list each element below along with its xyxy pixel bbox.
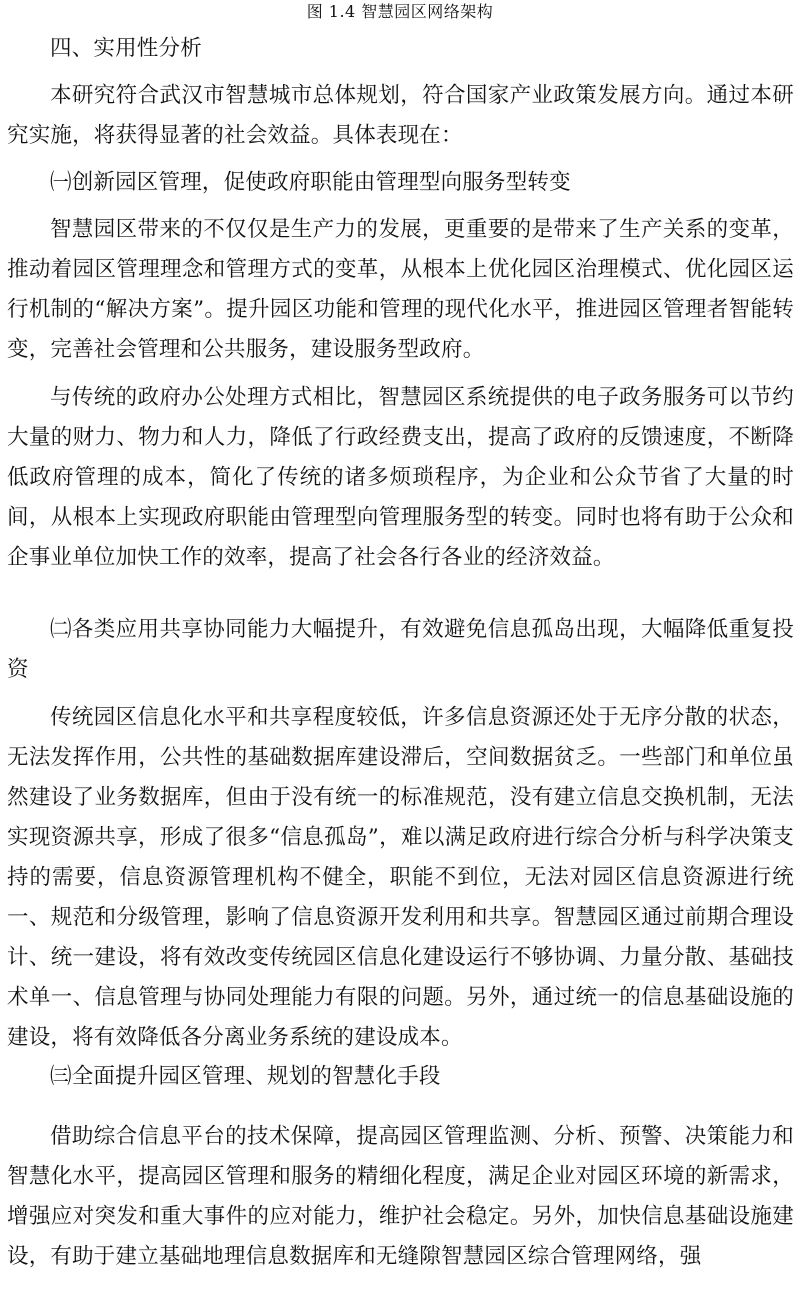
subsection-3-heading: ㈢全面提升园区管理、规划的智慧化手段 — [50, 1064, 441, 1089]
subsection-1-paragraph-2: 与传统的政府办公处理方式相比，智慧园区系统提供的电子政务服务可以节约大量的财力、物力和人力，降低了行政经费支出，提高了政府的反馈速度，不断降低政府管理的成本，简化了传统的诸多烦琐程序，为企业和公众节省了大量的时间，从根本上实现政府职能由管理型向管理服务型的转变。同时也将有助于公众和企事业单位加快工作的效率，提高了社会各行各业的经济效益。 — [7, 385, 794, 570]
section-heading: 四、实用性分析 — [50, 36, 202, 61]
subsection-1-paragraph-1: 智慧园区带来的不仅仅是生产力的发展，更重要的是带来了生产关系的变革，推动着园区管理理念和管理方式的变革，从根本上优化园区治理模式、优化园区运行机制的“解决方案”。提升园区功能和管理的现代化水平，推进园区管理者智能转变，完善社会管理和公共服务，建设服务型政府。 — [7, 217, 794, 362]
figure-caption: 图 1.4 智慧园区网络架构 — [306, 2, 494, 21]
subsection-2-paragraph-1: 传统园区信息化水平和共享程度较低，许多信息资源还处于无序分散的状态，无法发挥作用，公共性的基础数据库建设滞后，空间数据贫乏。一些部门和单位虽然建设了业务数据库，但由于没有统一的标准规范，没有建立信息交换机制，无法实现资源共享，形成了很多“信息孤岛”，难以满足政府进行综合分析与科学决策支持的需要，信息资源管理机构不健全，职能不到位，无法对园区信息资源进行统一、规范和分级管理，影响了信息资源开发利用和共享。智慧园区通过前期合理设计、统一建设，将有效改变传统园区信息化建设运行不够协调、力量分散、基础技术单一、信息管理与协同处理能力有限的问题。另外，通过统一的信息基础设施的建设，将有效降低各分离业务系统的建设成本。 — [7, 705, 794, 1050]
intro-paragraph: 本研究符合武汉市智慧城市总体规划，符合国家产业政策发展方向。通过本研究实施，将获得显著的社会效益。具体表现在： — [7, 83, 794, 148]
subsection-2-heading: ㈡各类应用共享协同能力大幅提升，有效避免信息孤岛出现，大幅降低重复投资 — [7, 617, 794, 682]
subsection-1-heading: ㈠创新园区管理，促使政府职能由管理型向服务型转变 — [50, 170, 571, 195]
subsection-3-paragraph-1: 借助综合信息平台的技术保障，提高园区管理监测、分析、预警、决策能力和智慧化水平，提高园区管理和服务的精细化程度，满足企业对园区环境的新需求，增强应对突发和重大事件的应对能力，维护社会稳定。另外，加快信息基础设施建设，有助于建立基础地理信息数据库和无缝隙智慧园区综合管理网络，强 — [7, 1124, 794, 1269]
